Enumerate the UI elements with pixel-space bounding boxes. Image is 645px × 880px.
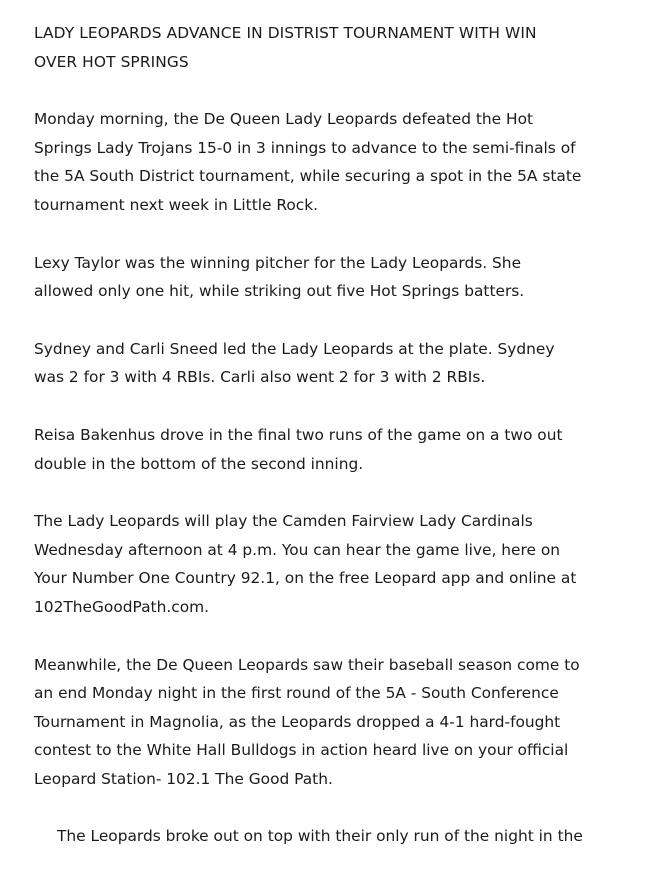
text-line: Wednesday afternoon at 4 p.m. You can hear the game live, here on xyxy=(34,540,561,559)
text-line: 102TheGoodPath.com. xyxy=(34,597,209,616)
text-line: double in the bottom of the second inning. xyxy=(34,454,364,473)
text-line: contest to the White Hall Bulldogs in action heard live on your official xyxy=(34,741,569,760)
text-line: the 5A South District tournament, while securing a spot in the 5A state xyxy=(34,167,582,186)
paragraph-winning-pitcher xyxy=(34,249,619,306)
text-line: Your Number One Country 92.1, on the free Leopard app and online at xyxy=(34,569,577,588)
text-line: allowed only one hit, while striking out five Hot Springs batters. xyxy=(34,282,525,301)
text-line: The Leopards broke out on top with their only run of the night in the xyxy=(57,827,583,846)
article-title-line: OVER HOT SPRINGS xyxy=(34,52,189,71)
text-line: Sydney and Carli Sneed led the Lady Leopards at the plate. Sydney xyxy=(34,339,555,358)
text-line: tournament next week in Little Rock. xyxy=(34,195,319,214)
text-line: Reisa Bakenhus drove in the final two runs of the game on a two out xyxy=(34,425,563,444)
text-line: an end Monday night in the first round of the 5A - South Conference xyxy=(34,684,559,703)
text-line: Tournament in Magnolia, as the Leopards dropped a 4-1 hard-fought xyxy=(34,712,561,731)
text-line: Leopard Station- 102.1 The Good Path. xyxy=(34,769,333,788)
paragraph-lady-leopards-win xyxy=(34,105,619,219)
text-line: Meanwhile, the De Queen Leopards saw their baseball season come to xyxy=(34,655,580,674)
text-line: Monday morning, the De Queen Lady Leopards defeated the Hot xyxy=(34,110,534,129)
article-title-line: LADY LEOPARDS ADVANCE IN DISTRIST TOURNAMENT WITH WIN xyxy=(34,24,537,42)
text-line: Springs Lady Trojans 15-0 in 3 innings to advance to the semi-finals of xyxy=(34,138,576,157)
text-line: Lexy Taylor was the winning pitcher for the Lady Leopards. She xyxy=(34,253,522,272)
paragraph-next-game xyxy=(34,507,619,621)
paragraph-final-runs xyxy=(34,421,619,478)
article-title xyxy=(34,19,619,76)
paragraph-baseball-season xyxy=(34,651,619,794)
paragraph-leopards-broke-out xyxy=(34,822,619,851)
text-line: The Lady Leopards will play the Camden Fairview Lady Cardinals xyxy=(34,512,533,531)
article xyxy=(34,19,619,880)
paragraph-batting-leaders xyxy=(34,335,619,392)
text-line: was 2 for 3 with 4 RBIs. Carli also went 2 for 3 with 2 RBIs. xyxy=(34,368,486,387)
